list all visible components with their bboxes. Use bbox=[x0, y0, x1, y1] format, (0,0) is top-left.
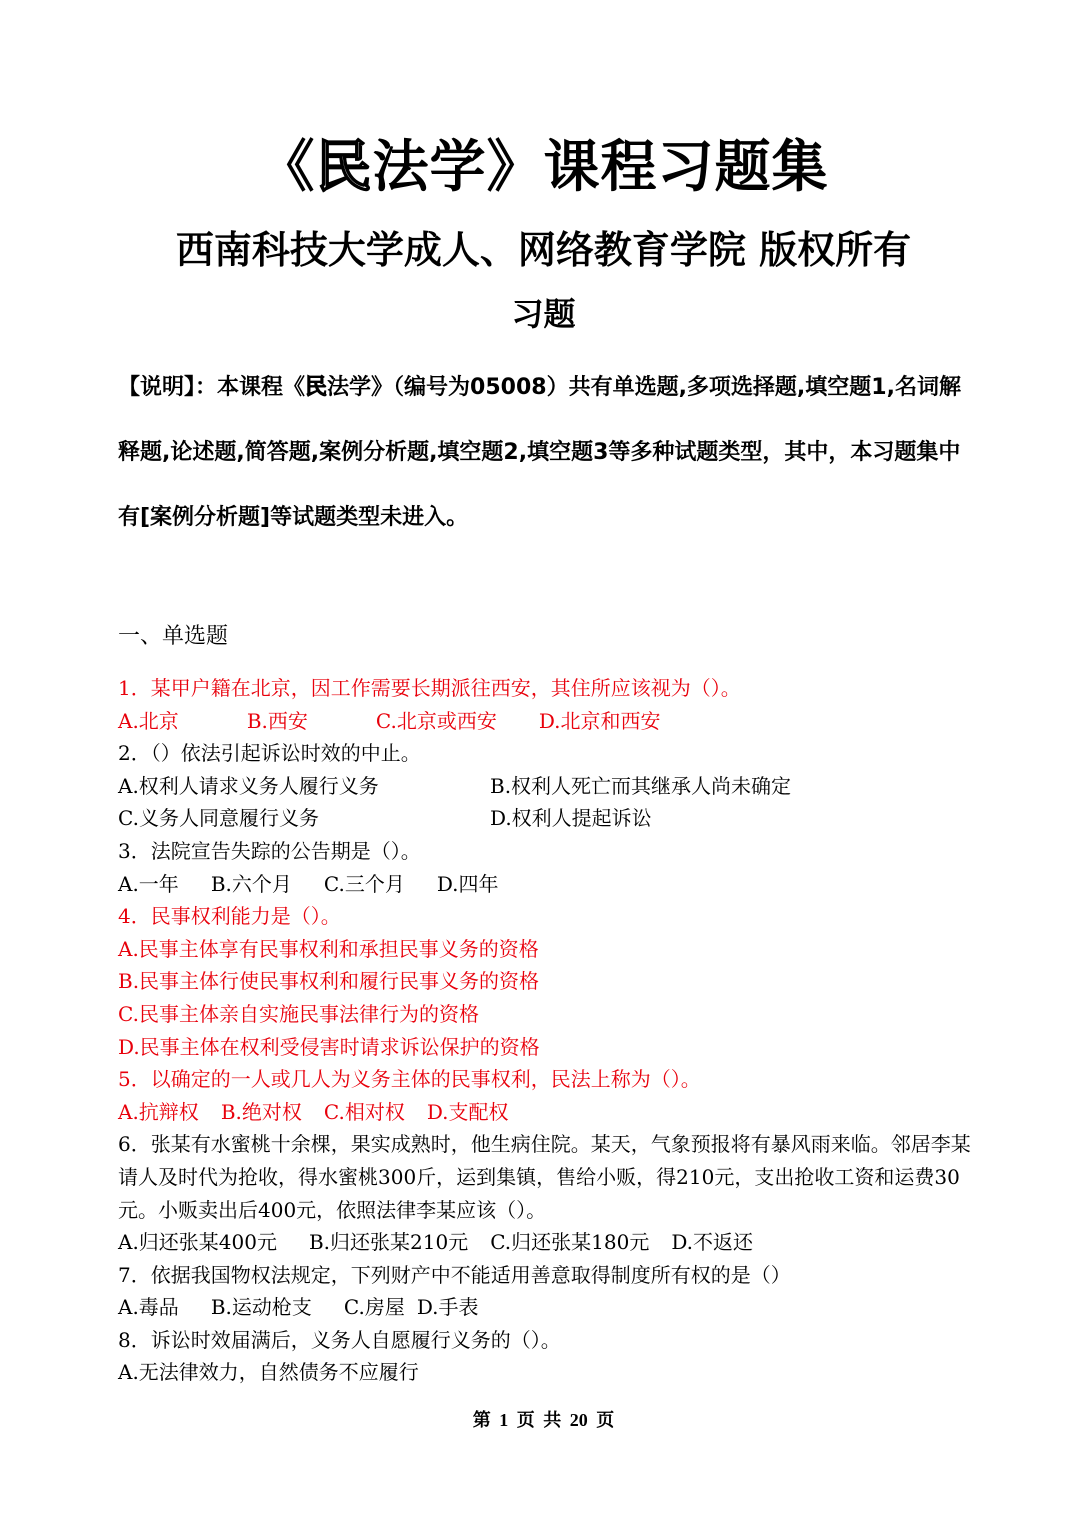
footer-total-pages: 20 bbox=[569, 1410, 588, 1430]
title-outline-char: 民 bbox=[315, 135, 373, 200]
option: D.支配权 bbox=[426, 1099, 509, 1124]
section-heading: 习题 bbox=[511, 295, 576, 333]
option: B.民事主体行使民事权利和履行民事义务的资格 bbox=[118, 969, 540, 994]
question-options bbox=[118, 1291, 978, 1324]
option: C.房屋 bbox=[343, 1295, 405, 1320]
option: B.六个月 bbox=[210, 871, 292, 896]
option: D.民事主体在权利受侵害时请求诉讼保护的资格 bbox=[118, 1034, 540, 1059]
question-options bbox=[118, 868, 978, 901]
option: A.权利人请求义务人履行义务 bbox=[118, 773, 379, 798]
question-list bbox=[118, 672, 978, 1389]
document-title bbox=[0, 128, 1087, 208]
question-options bbox=[118, 1226, 978, 1259]
option: A.北京 bbox=[118, 708, 179, 733]
option: A.归还张某400元 bbox=[118, 1230, 277, 1255]
footer-word: 共 bbox=[543, 1410, 562, 1430]
title-rest: 法学》课程习题集 bbox=[372, 135, 829, 200]
question-stem: 2．（）依法引起诉讼时效的中止。 bbox=[118, 741, 421, 766]
option: C.民事主体亲自实施民事法律行为的资格 bbox=[118, 1001, 479, 1026]
option: D.北京和西安 bbox=[538, 708, 661, 733]
title-open-quote: 《 bbox=[258, 135, 316, 200]
option: B.绝对权 bbox=[220, 1099, 302, 1124]
question-options bbox=[118, 705, 978, 738]
note-suffix: 法学》（编号为05008）共有单选题,多项选择题,填空题1,名词解释题,论述题,简答题,案例分析题,填空题2,填空题3等多种试题类型，其中，本习题集中有[案例分析题]等试题类型未进入。 bbox=[118, 375, 961, 530]
option: C.义务人同意履行义务 bbox=[118, 806, 319, 831]
option: C.三个月 bbox=[323, 871, 405, 896]
footer-word: 第 bbox=[472, 1410, 491, 1430]
question-stem: 1．某甲户籍在北京，因工作需要长期派往西安，其住所应该视为（）。 bbox=[118, 676, 741, 700]
option: B.权利人死亡而其继承人尚未确定 bbox=[490, 773, 792, 798]
option: A.一年 bbox=[118, 871, 179, 896]
page-footer bbox=[0, 1406, 1087, 1434]
document-subtitle: 西南科技大学成人、网络教育学院 版权所有 bbox=[175, 228, 912, 272]
footer-page-number: 1 bbox=[499, 1410, 509, 1430]
option: C.相对权 bbox=[323, 1099, 405, 1124]
note-prefix: 【说明】：本课程《 bbox=[118, 375, 306, 400]
question-stem: 5．以确定的一人或几人为义务主体的民事权利，民法上称为（）。 bbox=[118, 1067, 701, 1092]
footer-word: 页 bbox=[596, 1410, 615, 1430]
note-outline-char: 民 bbox=[305, 375, 328, 400]
question-stem: 8．诉讼时效届满后，义务人自愿履行义务的（）。 bbox=[118, 1327, 561, 1352]
question-stem: 7．依据我国物权法规定，下列财产中不能适用善意取得制度所有权的是（） bbox=[118, 1262, 791, 1287]
footer-word: 页 bbox=[516, 1410, 535, 1430]
option: A.无法律效力，自然债务不应履行 bbox=[118, 1360, 419, 1385]
option: C.北京或西安 bbox=[375, 708, 497, 733]
question-options bbox=[118, 770, 978, 803]
option: A.抗辩权 bbox=[118, 1099, 199, 1124]
option: B.运动枪支 bbox=[210, 1295, 312, 1320]
option: B.归还张某210元 bbox=[308, 1230, 469, 1255]
option: D.手表 bbox=[416, 1295, 479, 1320]
option: D.四年 bbox=[436, 871, 499, 896]
question-stem: 4．民事权利能力是（）。 bbox=[118, 904, 341, 929]
option: D.权利人提起诉讼 bbox=[490, 806, 652, 831]
option: D.不返还 bbox=[671, 1230, 754, 1255]
description-note bbox=[118, 355, 978, 550]
question-options bbox=[118, 1096, 978, 1129]
option: C.归还张某180元 bbox=[490, 1230, 650, 1255]
question-options bbox=[118, 802, 978, 835]
option: A.毒品 bbox=[118, 1295, 179, 1320]
section-title: 一、单选题 bbox=[118, 624, 229, 649]
option: A.民事主体享有民事权利和承担民事义务的资格 bbox=[118, 936, 539, 961]
question-stem: 6．张某有水蜜桃十余棵，果实成熟时，他生病住院。某天，气象预报将有暴风雨来临。邻居李某请人及时代为抢收，得水蜜桃300斤，运到集镇，售给小贩，得210元，支出抢收工资和运费30元。小贩卖出后400元，依照法律李某应该（）。 bbox=[118, 1132, 971, 1222]
option: B.西安 bbox=[246, 708, 308, 733]
question-stem: 3．法院宣告失踪的公告期是（）。 bbox=[118, 838, 421, 863]
